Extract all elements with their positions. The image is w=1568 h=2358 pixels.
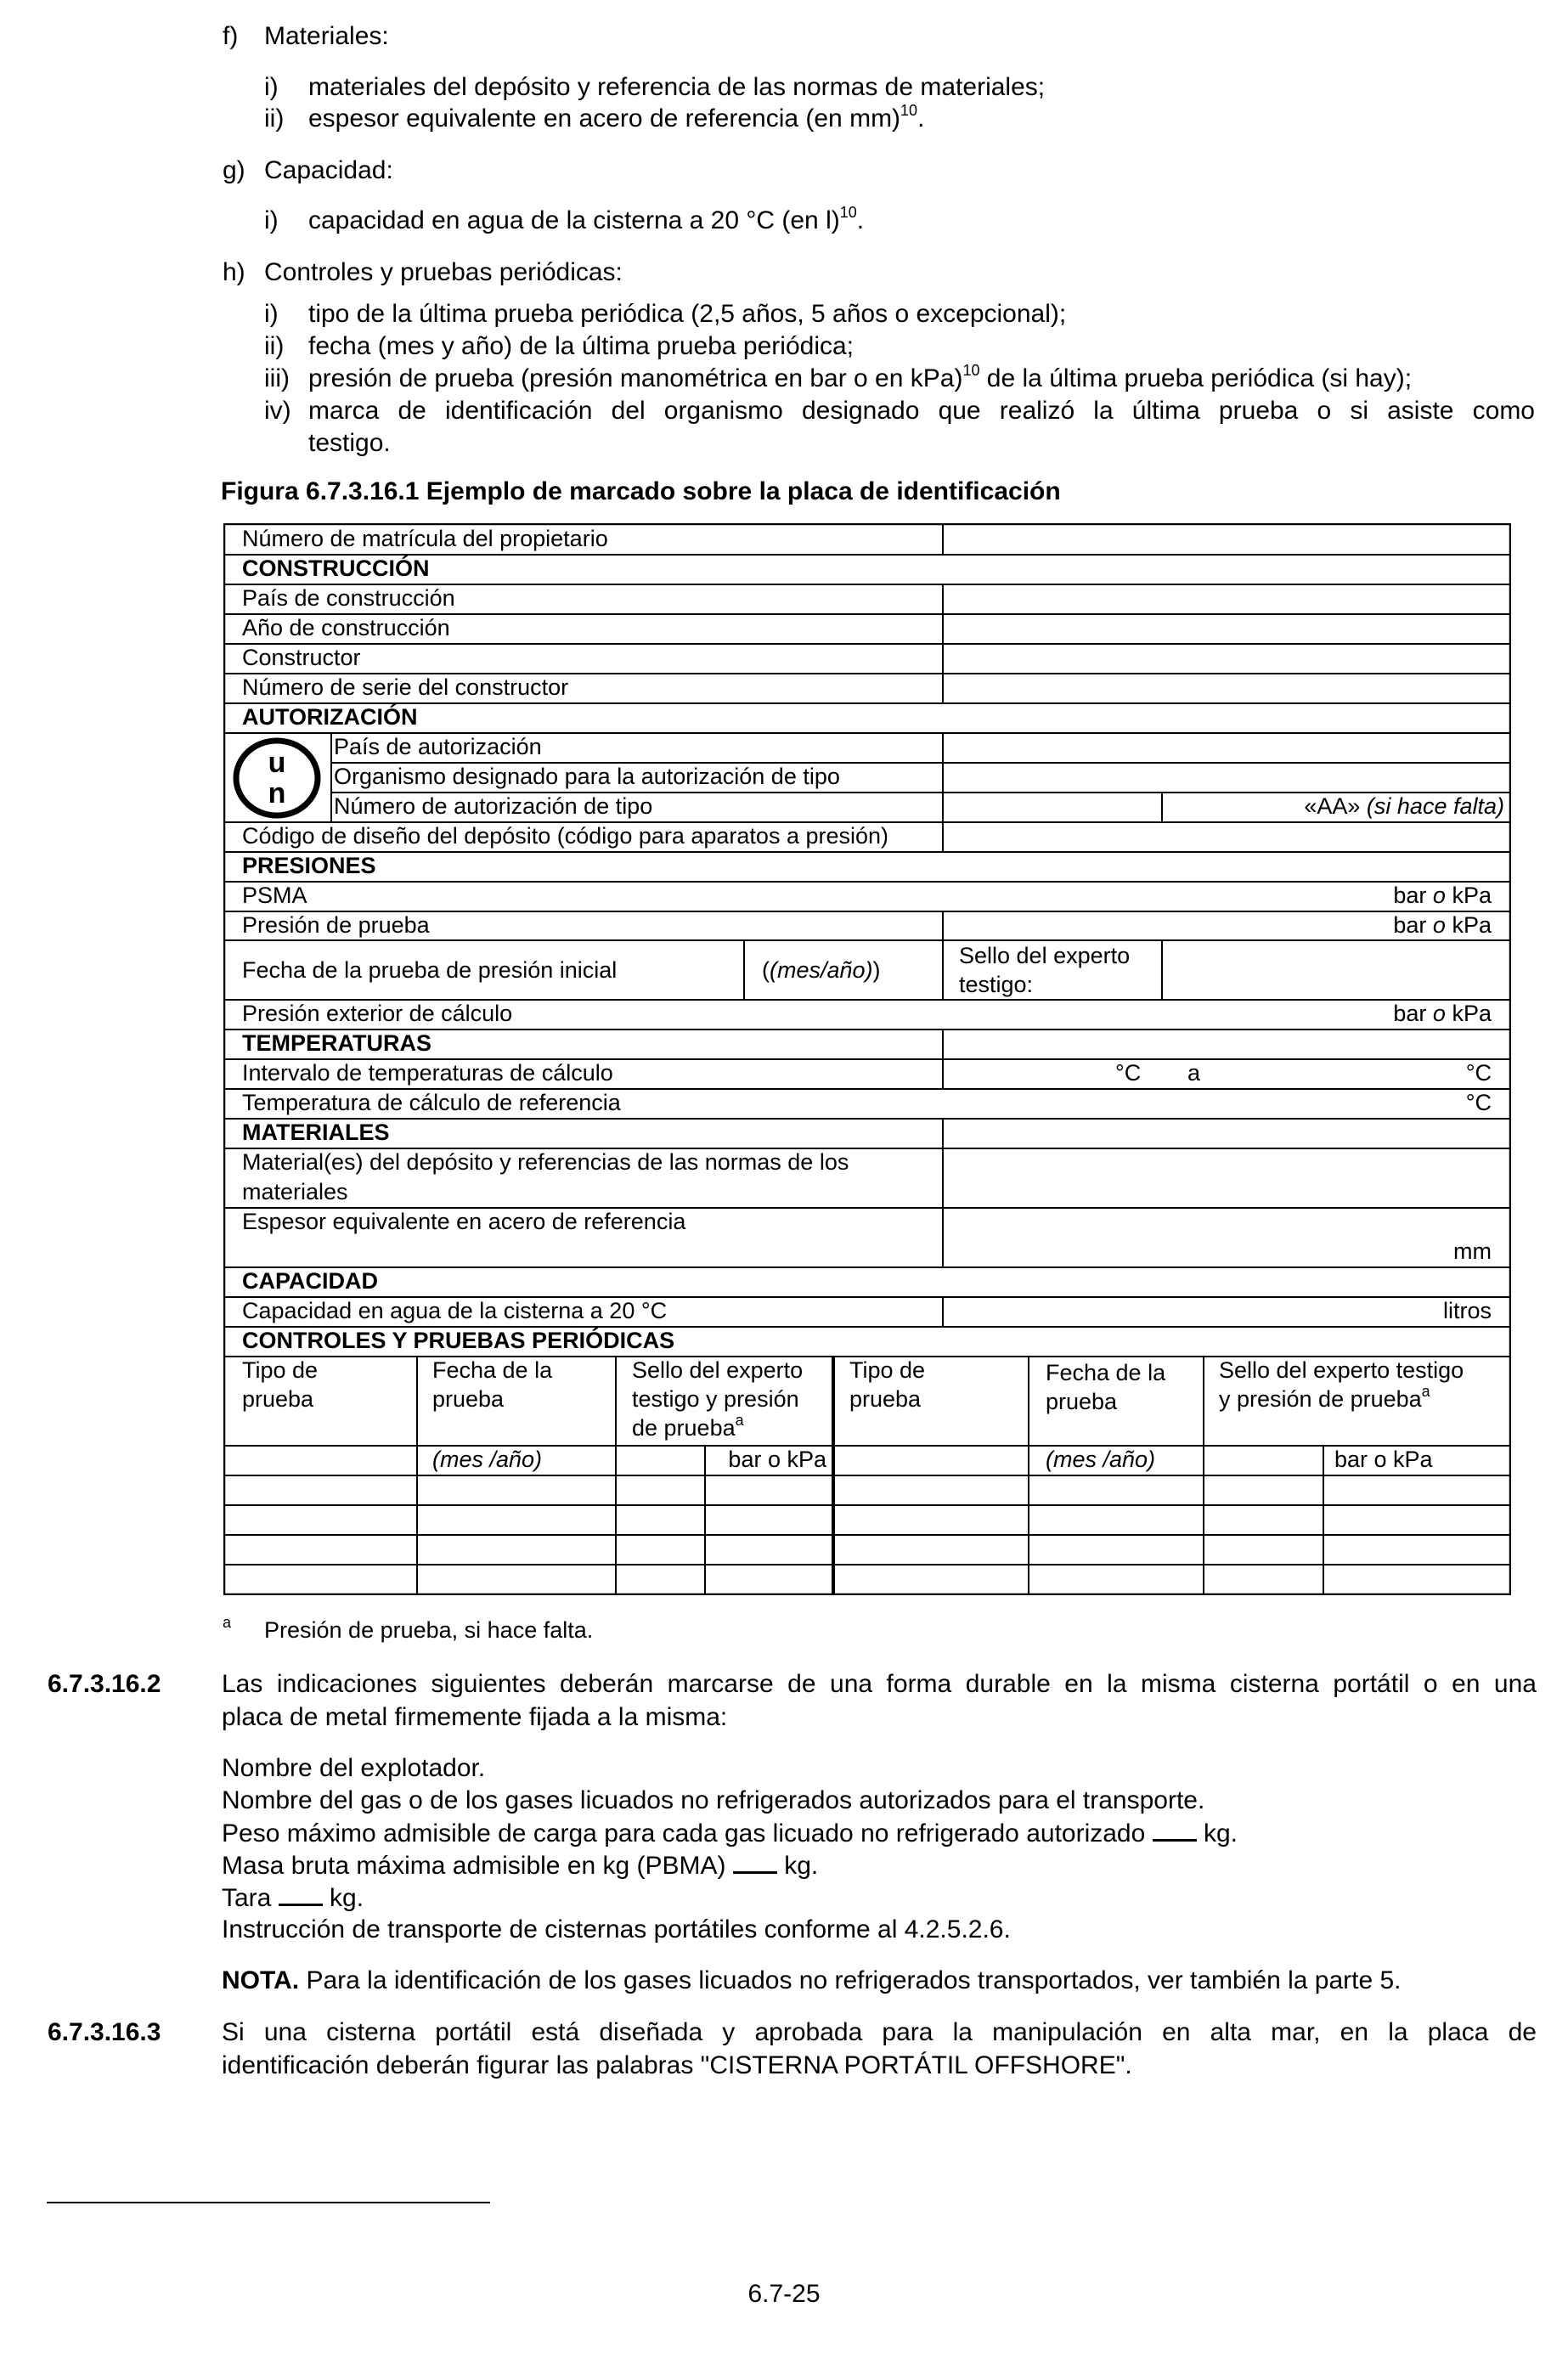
- section-6-7-3-16-2-line2: placa de metal firmemente fijada a la misma:: [222, 1703, 728, 1731]
- cell-year-construction: Año de construcción: [242, 615, 450, 640]
- item-f-ii-mark: ii): [264, 104, 285, 133]
- cell-bar-kpa-left: bar o kPa: [728, 1447, 826, 1472]
- cell-ext-pressure-unit: bar o kPa: [1393, 1001, 1492, 1026]
- cell-mes-ano-left: (mes /año): [432, 1447, 543, 1472]
- cell-manufacturer: Constructor: [242, 645, 361, 670]
- footnote-mark: a: [223, 1613, 232, 1631]
- cell-test-date-right-2: prueba: [1046, 1389, 1118, 1414]
- cell-bar-kpa-right: bar o kPa: [1334, 1447, 1433, 1472]
- cell-stamp-left-1: Sello del experto: [632, 1357, 804, 1383]
- cell-temp-range-deg1: °C: [1115, 1060, 1142, 1086]
- cell-approval-body: Organismo designado para la autorización de tipo: [334, 764, 840, 789]
- item-f-mark: f): [223, 22, 239, 50]
- item-h-ii-text: fecha (mes y año) de la última prueba periódica;: [308, 332, 855, 360]
- cell-test-date-left-1: Fecha de la: [432, 1357, 553, 1383]
- cell-pressures: PRESIONES: [242, 853, 376, 878]
- item-h-mark: h): [223, 258, 245, 286]
- item-h-iii-mark: iii): [264, 364, 290, 392]
- identification-plate-table: [223, 523, 1511, 1595]
- cell-country-construction: País de construcción: [242, 585, 455, 611]
- cell-ext-pressure: Presión exterior de cálculo: [242, 1001, 513, 1026]
- item-h-title: Controles y pruebas periódicas:: [264, 258, 623, 286]
- cell-water-capacity: Capacidad en agua de la cisterna a 20 °C: [242, 1298, 668, 1323]
- cell-aa: «AA» (si hace falta): [1304, 793, 1504, 819]
- item-f-title: Materiales:: [264, 22, 389, 50]
- cell-owner-reg: Número de matrícula del propietario: [242, 526, 608, 551]
- page-number: 6.7-25: [747, 2280, 821, 2308]
- list-max-load: Peso máximo admisible de carga para cada gas licuado no refrigerado autorizado kg.: [222, 1817, 1238, 1850]
- cell-ref-temp: Temperatura de cálculo de referencia: [242, 1090, 621, 1115]
- cell-stamp-left-2: testigo y presión: [632, 1386, 799, 1412]
- cell-materials: MATERIALES: [242, 1120, 390, 1145]
- cell-mes-ano-right: (mes /año): [1046, 1447, 1156, 1472]
- item-g-mark: g): [223, 156, 245, 184]
- item-f-i-mark: i): [264, 73, 279, 101]
- cell-test-type-right-1: Tipo de: [849, 1357, 926, 1383]
- cell-water-capacity-unit: litros: [1442, 1298, 1492, 1323]
- cell-approval-number: Número de autorización de tipo: [334, 793, 653, 819]
- figure-title: Figura 6.7.3.16.1 Ejemplo de marcado sobre la placa de identificación: [221, 477, 1061, 505]
- cell-test-type-right-2: prueba: [849, 1386, 922, 1412]
- cell-thickness-unit: mm: [1453, 1238, 1492, 1264]
- cell-periodic: CONTROLES Y PRUEBAS PERIÓDICAS: [242, 1328, 675, 1353]
- cell-test-date-right-1: Fecha de la: [1046, 1360, 1166, 1385]
- cell-stamp-right-1: Sello del experto testigo: [1219, 1357, 1464, 1383]
- cell-approval: AUTORIZACIÓN: [242, 704, 418, 730]
- cell-country-approval: País de autorización: [334, 734, 542, 759]
- item-h-iv-mark: iv): [264, 397, 291, 425]
- cell-thickness: Espesor equivalente en acero de referencia: [242, 1209, 686, 1234]
- un-logo-icon: [230, 736, 324, 820]
- cell-witness-stamp-1: Sello del experto: [959, 943, 1131, 968]
- cell-initial-test-date: Fecha de la prueba de presión inicial: [242, 957, 618, 983]
- list-instruction: Instrucción de transporte de cisternas portátiles conforme al 4.2.5.2.6.: [222, 1915, 1011, 1943]
- cell-initial-test-month-year: ((mes/año)): [762, 957, 881, 983]
- list-operator: Nombre del explotador.: [222, 1754, 486, 1782]
- cell-test-pressure-unit: bar o kPa: [1393, 912, 1492, 938]
- cell-design-code: Código de diseño del depósito (código para aparatos a presión): [242, 823, 889, 849]
- cell-mawp-unit: bar o kPa: [1393, 883, 1492, 908]
- cell-materials-desc-2: materiales: [242, 1179, 348, 1204]
- item-f-ii-text: espesor equivalente en acero de referencia (en mm)$^{10}$.: [308, 102, 925, 133]
- item-h-ii-mark: ii): [264, 332, 285, 360]
- cell-stamp-left-3: de prueba$^a$: [632, 1412, 744, 1441]
- cell-test-date-left-2: prueba: [432, 1386, 505, 1412]
- list-gas-names: Nombre del gas o de los gases licuados no refrigerados autorizados para el transporte.: [222, 1786, 1205, 1814]
- item-h-i-mark: i): [264, 300, 279, 328]
- item-h-i-text: tipo de la última prueba periódica (2,5 años, 5 años o excepcional);: [308, 300, 1067, 328]
- section-6-7-3-16-3-number: 6.7.3.16.3: [48, 2018, 161, 2046]
- cell-mawp: PSMA: [242, 883, 307, 908]
- item-g-title: Capacidad:: [264, 156, 393, 184]
- list-tare: Tara kg.: [222, 1881, 364, 1915]
- section-6-7-3-16-2-line1: Las indicaciones siguientes deberán marcarse de una forma durable en la misma cisterna portátil o en una: [222, 1670, 1537, 1698]
- item-g-i-text: capacidad en agua de la cisterna a 20 °C (en l)$^{10}$.: [308, 204, 865, 234]
- cell-materials-desc-1: Material(es) del depósito y referencias de las normas de los: [242, 1149, 849, 1175]
- cell-temp-range: Intervalo de temperaturas de cálculo: [242, 1060, 613, 1086]
- cell-temp-range-a: a: [1187, 1060, 1201, 1086]
- item-h-iv-cont: testigo.: [308, 429, 391, 457]
- un-logo-top-letter: u: [268, 747, 286, 779]
- footnote-separator: [47, 2202, 490, 2203]
- item-h-iv-text: marca de identificación del organismo designado que realizó la última prueba o si asiste como: [308, 397, 1535, 425]
- cell-serial: Número de serie del constructor: [242, 674, 569, 700]
- cell-witness-stamp-2: testigo:: [959, 972, 1034, 997]
- cell-stamp-right-2: y presión de prueba$^a$: [1219, 1383, 1430, 1412]
- cell-temperatures: TEMPERATURAS: [242, 1030, 432, 1056]
- nota: NOTA. Para la identificación de los gases licuados no refrigerados transportados, ver también la parte 5.: [222, 1966, 1402, 1994]
- cell-test-type-left-1: Tipo de: [242, 1357, 319, 1383]
- section-6-7-3-16-3-line2: identificación deberán figurar las palabras "CISTERNA PORTÁTIL OFFSHORE".: [222, 2051, 1132, 2079]
- cell-test-pressure: Presión de prueba: [242, 912, 430, 938]
- list-gross-mass: Masa bruta máxima admisible en kg (PBMA) kg.: [222, 1849, 818, 1882]
- cell-construction: CONSTRUCCIÓN: [242, 556, 430, 581]
- footnote-text: Presión de prueba, si hace falta.: [264, 1617, 594, 1643]
- section-6-7-3-16-2-number: 6.7.3.16.2: [48, 1670, 161, 1698]
- cell-test-type-left-2: prueba: [242, 1386, 314, 1412]
- cell-ref-temp-deg: °C: [1465, 1090, 1492, 1115]
- item-h-iii-text: presión de prueba (presión manométrica en bar o en kPa)$^{10}$ de la última prueba periódica (si hay);: [308, 362, 1413, 392]
- cell-capacity: CAPACIDAD: [242, 1268, 378, 1294]
- cell-temp-range-deg2: °C: [1465, 1060, 1492, 1086]
- section-6-7-3-16-3-line1: Si una cisterna portátil está diseñada y aprobada para la manipulación en alta mar, en la placa de: [222, 2018, 1537, 2046]
- un-logo-bottom-letter: n: [268, 777, 286, 810]
- item-g-i-mark: i): [264, 206, 279, 234]
- item-f-i-text: materiales del depósito y referencia de las normas de materiales;: [308, 73, 1046, 101]
